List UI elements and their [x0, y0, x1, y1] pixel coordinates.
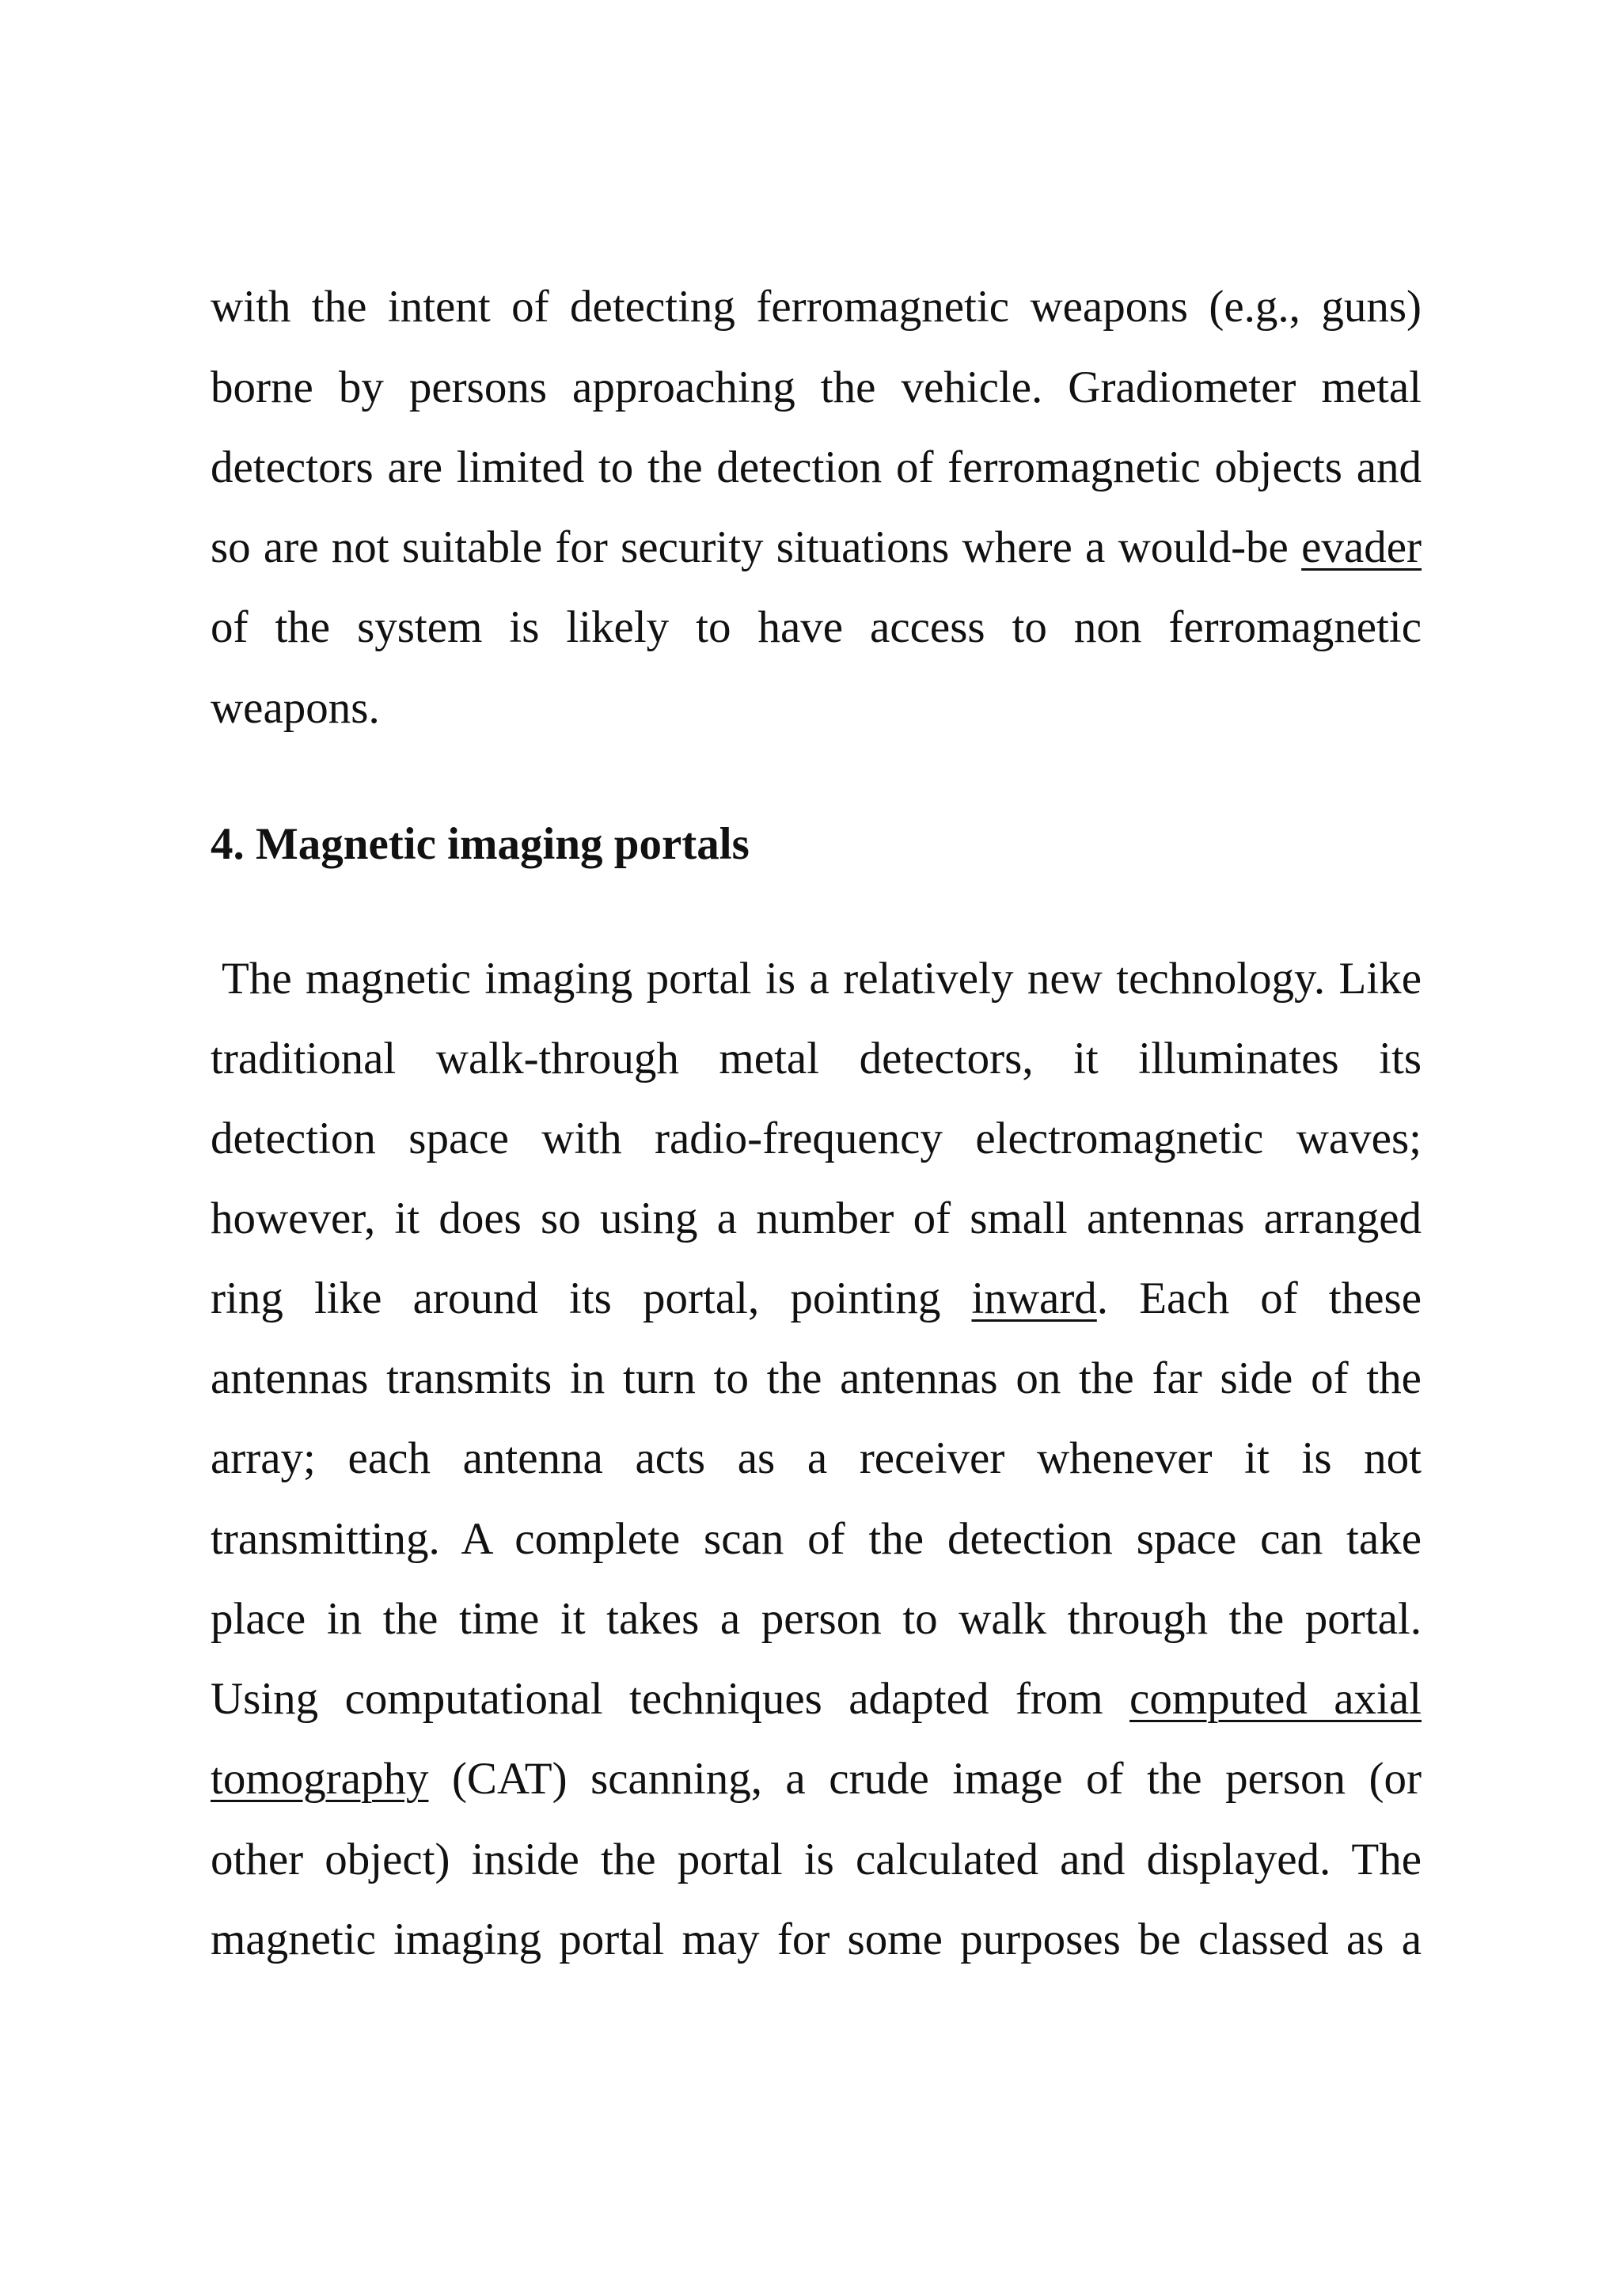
p1-line-3: detectors are limited to the detection of ferromagnetic objects and	[211, 442, 1422, 492]
p2-line-7: array; each antenna acts as a receiver whenever it is not	[211, 1433, 1422, 1483]
p2-line-12: other object) inside the portal is calculated and displayed. The	[211, 1835, 1422, 1884]
p2-line-5-text-b: . Each of these	[1096, 1273, 1422, 1323]
evader-link[interactable]: evader	[1301, 522, 1422, 572]
p2-line-13: magnetic imaging portal may for some purposes be classed as a	[211, 1915, 1422, 1964]
p2-line-6: antennas transmits in turn to the antennas on the far side of the	[211, 1353, 1422, 1403]
section-heading: 4. Magnetic imaging portals	[211, 819, 750, 869]
p2-line-9: place in the time it takes a person to walk through the portal.	[211, 1594, 1422, 1644]
p1-line-1: with the intent of detecting ferromagnetic weapons (e.g., guns)	[211, 282, 1422, 332]
p2-line-10	[211, 1668, 1422, 1731]
p1-line-4	[211, 516, 1422, 579]
p2-line-5-text-a: ring like around its portal, pointing	[211, 1273, 972, 1323]
p1-line-2: borne by persons approaching the vehicle. Gradiometer metal	[211, 362, 1422, 412]
p1-line-4-text: so are not suitable for security situations where a would-be	[211, 522, 1302, 572]
p1-line-5: of the system is likely to have access to non ferromagnetic	[211, 602, 1422, 652]
tomography-link[interactable]: tomography	[211, 1754, 429, 1804]
p1-line-6: weapons.	[211, 683, 380, 733]
p2-line-5	[211, 1267, 1422, 1330]
p2-line-11	[211, 1748, 1422, 1811]
p2-line-2: traditional walk-through metal detectors, it illuminates its	[211, 1034, 1422, 1083]
computed-axial-link[interactable]: computed axial	[1129, 1674, 1422, 1724]
inward-link[interactable]: inward	[971, 1273, 1097, 1323]
p2-line-3: detection space with radio-frequency electromagnetic waves;	[211, 1114, 1422, 1163]
p2-line-1: The magnetic imaging portal is a relatively new technology. Like	[222, 954, 1422, 1004]
p2-line-10-text: Using computational techniques adapted from	[211, 1674, 1130, 1724]
p2-line-8: transmitting. A complete scan of the detection space can take	[211, 1514, 1422, 1564]
p2-line-4: however, it does so using a number of small antennas arranged	[211, 1194, 1422, 1243]
p2-line-11-text: (CAT) scanning, a crude image of the person (or	[428, 1754, 1422, 1804]
